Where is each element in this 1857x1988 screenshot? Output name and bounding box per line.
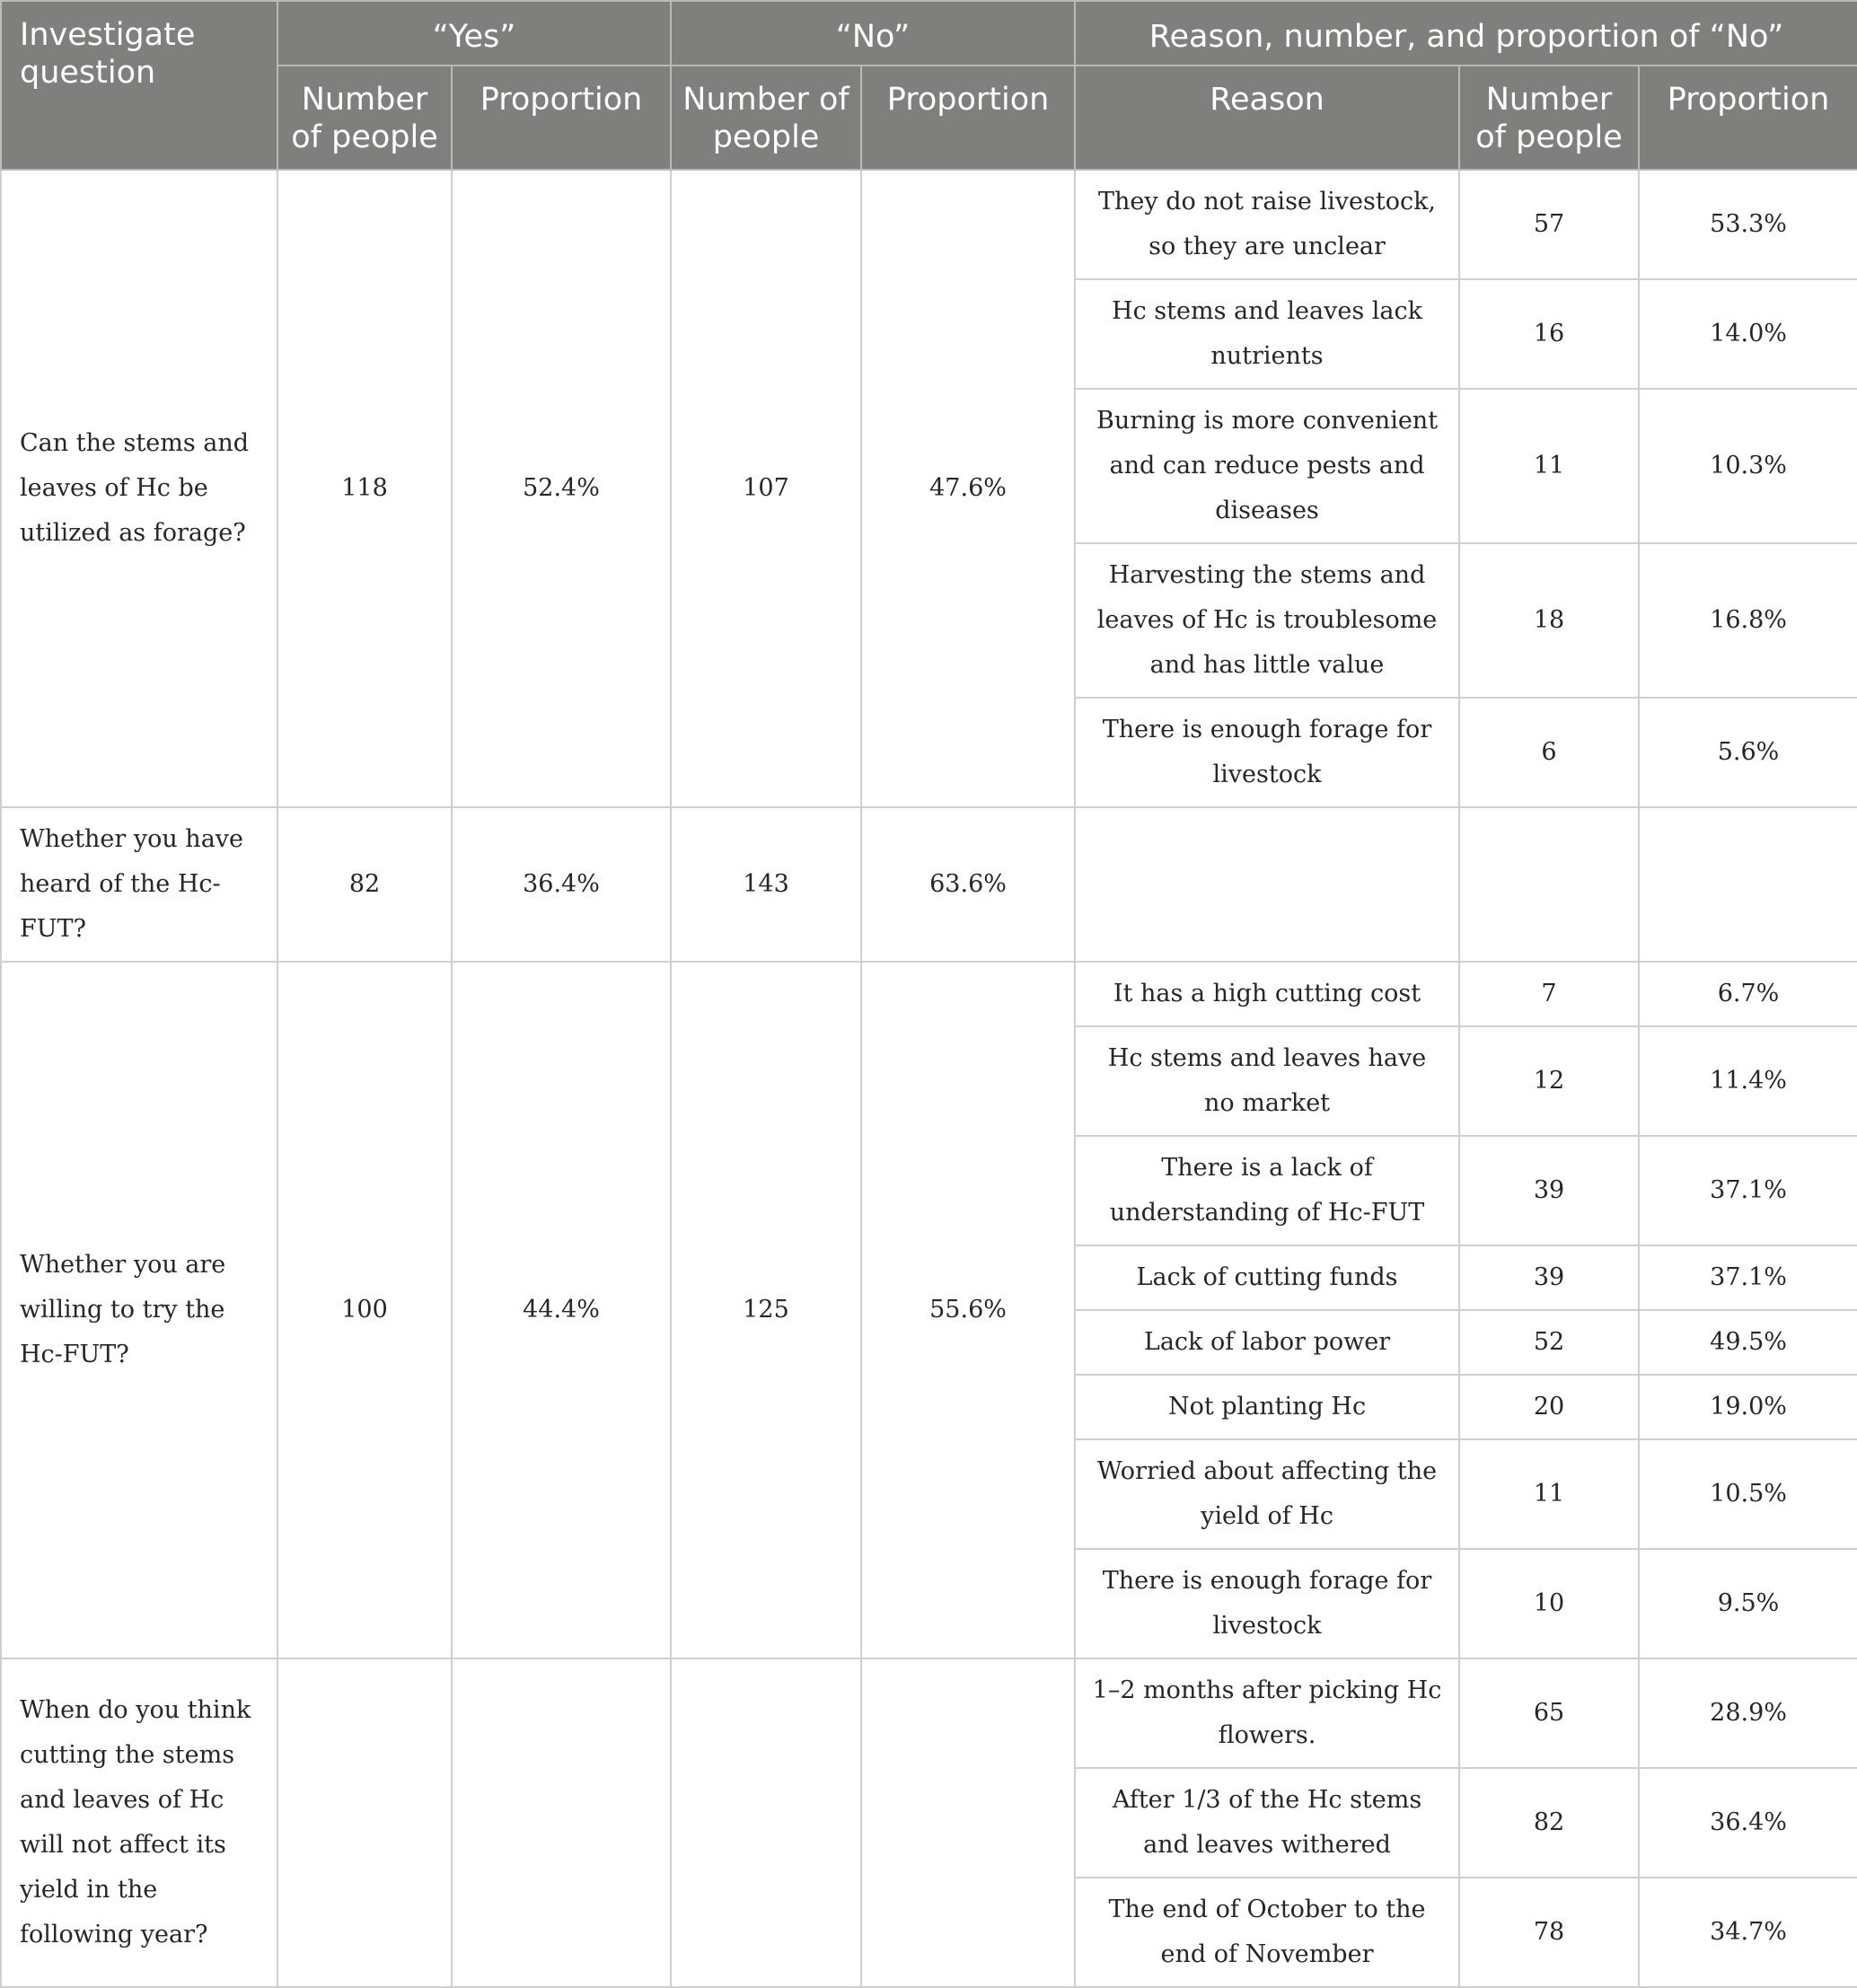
reason-number-cell: 20 <box>1459 1375 1639 1439</box>
reason-number-cell: 82 <box>1459 1768 1639 1878</box>
reason-proportion-cell: 37.1% <box>1639 1245 1857 1310</box>
reason-proportion-cell: 10.5% <box>1639 1439 1857 1549</box>
header-reason: Reason <box>1075 66 1459 170</box>
header-reason-proportion: Proportion <box>1639 66 1857 170</box>
reason-cell <box>1075 807 1459 962</box>
no-number-cell: 107 <box>671 170 861 807</box>
reason-number-cell: 18 <box>1459 543 1639 698</box>
reason-cell: 1–2 months after picking Hc flowers. <box>1075 1658 1459 1768</box>
table-row <box>1 807 1857 962</box>
reason-cell: There is enough forage for livestock <box>1075 698 1459 807</box>
reason-cell: Hc stems and leaves lack nutrients <box>1075 279 1459 389</box>
reason-proportion-cell: 36.4% <box>1639 1768 1857 1878</box>
header-yes-number: Number of people <box>277 66 452 170</box>
reason-cell: Hc stems and leaves have no market <box>1075 1026 1459 1136</box>
yes-number-cell: 100 <box>277 962 452 1658</box>
reason-number-cell: 12 <box>1459 1026 1639 1136</box>
no-proportion-cell: 63.6% <box>861 807 1075 962</box>
yes-proportion-cell: 44.4% <box>452 962 671 1658</box>
question-cell: Whether you are willing to try the Hc-FUT? <box>1 962 277 1658</box>
header-yes-group: “Yes” <box>277 1 671 66</box>
reason-proportion-cell: 34.7% <box>1639 1878 1857 1987</box>
reason-cell: They do not raise livestock, so they are unclear <box>1075 170 1459 279</box>
reason-cell: Burning is more convenient and can reduce pests and diseases <box>1075 389 1459 543</box>
no-number-cell: 143 <box>671 807 861 962</box>
reason-number-cell: 39 <box>1459 1245 1639 1310</box>
table-row <box>1 170 1857 279</box>
reason-number-cell: 7 <box>1459 962 1639 1026</box>
header-no-proportion: Proportion <box>861 66 1075 170</box>
reason-proportion-cell: 11.4% <box>1639 1026 1857 1136</box>
reason-proportion-cell: 19.0% <box>1639 1375 1857 1439</box>
question-cell: Can the stems and leaves of Hc be utilized as forage? <box>1 170 277 807</box>
yes-proportion-cell <box>452 1658 671 1987</box>
reason-cell: The end of October to the end of November <box>1075 1878 1459 1987</box>
header-reason-group: Reason, number, and proportion of “No” <box>1075 1 1857 66</box>
no-proportion-cell <box>861 1658 1075 1987</box>
table-row <box>1 1658 1857 1768</box>
reason-number-cell: 10 <box>1459 1549 1639 1658</box>
header-no-group: “No” <box>671 1 1075 66</box>
yes-number-cell: 118 <box>277 170 452 807</box>
header-no-number: Number of people <box>671 66 861 170</box>
reason-cell: There is enough forage for livestock <box>1075 1549 1459 1658</box>
no-number-cell <box>671 1658 861 1987</box>
header-yes-proportion: Proportion <box>452 66 671 170</box>
reason-number-cell: 57 <box>1459 170 1639 279</box>
no-proportion-cell: 47.6% <box>861 170 1075 807</box>
no-proportion-cell: 55.6% <box>861 962 1075 1658</box>
reason-number-cell: 52 <box>1459 1310 1639 1375</box>
reason-number-cell: 78 <box>1459 1878 1639 1987</box>
yes-number-cell <box>277 1658 452 1987</box>
reason-proportion-cell: 28.9% <box>1639 1658 1857 1768</box>
reason-cell: Not planting Hc <box>1075 1375 1459 1439</box>
reason-proportion-cell: 53.3% <box>1639 170 1857 279</box>
reason-proportion-cell: 10.3% <box>1639 389 1857 543</box>
table-row <box>1 962 1857 1026</box>
table-body <box>1 170 1857 1987</box>
reason-number-cell: 39 <box>1459 1136 1639 1245</box>
reason-cell: It has a high cutting cost <box>1075 962 1459 1026</box>
reason-proportion-cell: 14.0% <box>1639 279 1857 389</box>
reason-proportion-cell: 6.7% <box>1639 962 1857 1026</box>
table-header <box>1 1 1857 170</box>
reason-proportion-cell <box>1639 807 1857 962</box>
header-reason-number: Number of people <box>1459 66 1639 170</box>
reason-number-cell <box>1459 807 1639 962</box>
yes-proportion-cell: 36.4% <box>452 807 671 962</box>
yes-proportion-cell: 52.4% <box>452 170 671 807</box>
question-cell: Whether you have heard of the Hc-FUT? <box>1 807 277 962</box>
reason-proportion-cell: 49.5% <box>1639 1310 1857 1375</box>
reason-number-cell: 6 <box>1459 698 1639 807</box>
reason-number-cell: 65 <box>1459 1658 1639 1768</box>
reason-cell: Lack of cutting funds <box>1075 1245 1459 1310</box>
reason-proportion-cell: 5.6% <box>1639 698 1857 807</box>
reason-proportion-cell: 9.5% <box>1639 1549 1857 1658</box>
yes-number-cell: 82 <box>277 807 452 962</box>
no-number-cell: 125 <box>671 962 861 1658</box>
reason-proportion-cell: 16.8% <box>1639 543 1857 698</box>
header-question: Investigate question <box>1 1 277 170</box>
reason-cell: Worried about affecting the yield of Hc <box>1075 1439 1459 1549</box>
reason-proportion-cell: 37.1% <box>1639 1136 1857 1245</box>
reason-cell: Harvesting the stems and leaves of Hc is troublesome and has little value <box>1075 543 1459 698</box>
reason-cell: There is a lack of understanding of Hc-FUT <box>1075 1136 1459 1245</box>
reason-number-cell: 16 <box>1459 279 1639 389</box>
reason-cell: After 1/3 of the Hc stems and leaves withered <box>1075 1768 1459 1878</box>
reason-number-cell: 11 <box>1459 1439 1639 1549</box>
reason-number-cell: 11 <box>1459 389 1639 543</box>
question-cell: When do you think cutting the stems and leaves of Hc will not affect its yield in the following year? <box>1 1658 277 1987</box>
reason-cell: Lack of labor power <box>1075 1310 1459 1375</box>
